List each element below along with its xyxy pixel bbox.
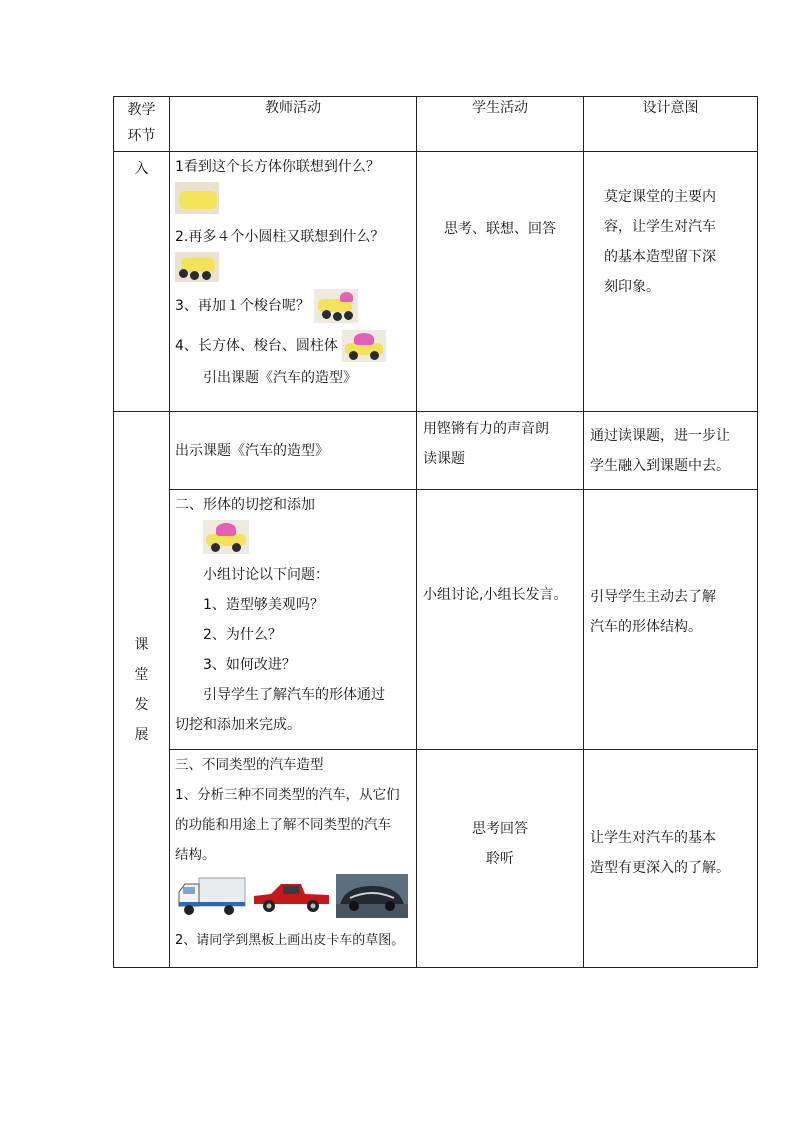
types-design-line-1: 让学生对汽车的基本 (590, 829, 716, 846)
intro-student-cell (417, 152, 584, 412)
title-student-cell (417, 412, 584, 490)
cuboid-frustum-image (314, 289, 358, 323)
header-design: 设计意图 (584, 97, 758, 152)
vehicle-images (175, 874, 416, 926)
shape-design-line-1: 引导学生主动去了解 (590, 588, 716, 605)
intro-stage-cell (114, 152, 170, 412)
header-row (114, 97, 758, 152)
types-line-4: 2、请同学到黑板上画出皮卡车的草图。 (175, 933, 405, 948)
shape-student-cell (417, 490, 584, 750)
shape-row (114, 490, 758, 750)
title-teacher-text: 出示课题《汽车的造型》 (175, 442, 329, 459)
types-student-line-2: 聆听 (486, 850, 514, 867)
intro-q2: 2.再多４个小圆柱又联想到什么？ (175, 229, 385, 245)
develop-stage-char-4: 展 (134, 726, 149, 743)
intro-design-line-3: 的基本造型留下深 (604, 249, 716, 265)
intro-row (114, 152, 758, 412)
intro-topic: 引出课题《汽车的造型》 (203, 370, 357, 386)
shape-teacher-cell (170, 490, 417, 750)
header-teacher: 教师活动 (170, 97, 417, 152)
intro-q3: 3、再加１个梭台呢？ (175, 298, 310, 314)
types-student-cell (417, 750, 584, 968)
truck-image (175, 874, 247, 918)
shape-design-line-2: 汽车的形体结构。 (590, 618, 702, 635)
shape-car-image-row (175, 520, 416, 560)
types-design-cell (584, 750, 758, 968)
lesson-plan-table (113, 96, 758, 968)
intro-q1: 1看到这个长方体你联想到什么？ (175, 159, 380, 175)
intro-design-line-4: 刻印象。 (604, 279, 660, 295)
title-design-line-2: 学生融入到课题中去。 (590, 457, 730, 474)
title-student-line-1: 用铿锵有力的声音朗 (423, 421, 549, 437)
header-stage (114, 97, 170, 152)
types-row (114, 750, 758, 968)
car-model-image (342, 330, 386, 362)
title-design-line-1: 通过读课题，进一步让 (590, 427, 730, 444)
types-heading: 三、不同类型的汽车造型 (175, 757, 324, 773)
types-student-line-1: 思考回答 (472, 820, 528, 837)
title-teacher-cell (170, 412, 417, 490)
header-student: 学生活动 (417, 97, 584, 152)
intro-design-cell (584, 152, 758, 412)
title-design-cell (584, 412, 758, 490)
develop-stage-char-2: 堂 (134, 666, 149, 683)
shape-q3: 3、如何改进？ (203, 657, 296, 673)
develop-stage-cell (114, 412, 170, 968)
shape-guide-2: 切挖和添加来完成。 (175, 717, 301, 733)
intro-q4: 4、长方体、梭台、圆柱体 (175, 338, 338, 354)
shape-student-text: 小组讨论,小组长发言。 (423, 586, 568, 603)
intro-q4-row (175, 326, 410, 366)
shape-q2: 2、为什么？ (203, 627, 282, 643)
shape-q1: 1、造型够美观吗？ (203, 597, 324, 613)
types-design-line-2: 造型有更深入的了解。 (590, 859, 730, 876)
header-stage-line-1: 教学 (127, 102, 156, 118)
header-stage-line-2: 环节 (127, 128, 156, 144)
develop-stage-char-3: 发 (134, 696, 149, 713)
types-line-2: 的功能和用途上了解不同类型的汽车 (175, 817, 391, 833)
intro-design-line-2: 容，让学生对汽车 (604, 219, 716, 235)
cuboid-wheels-image (175, 252, 410, 286)
intro-stage-label: 入 (134, 161, 149, 177)
pickup-image (251, 874, 331, 918)
title-student-line-2: 读课题 (423, 451, 465, 467)
shape-car-image (203, 520, 249, 554)
intro-design-line-1: 莫定课堂的主要内 (604, 189, 716, 205)
intro-teacher-cell (170, 152, 417, 412)
intro-q3-row (175, 286, 410, 326)
types-line-3: 结构。 (175, 847, 216, 863)
develop-stage-char-1: 课 (134, 636, 149, 653)
shape-design-cell (584, 490, 758, 750)
shape-discuss: 小组讨论以下问题： (203, 567, 329, 583)
types-line-1: 1、分析三种不同类型的汽车，从它们 (175, 787, 400, 803)
shape-guide-1: 引导学生了解汽车的形体通过 (203, 687, 385, 703)
title-row (114, 412, 758, 490)
concept-car-image (336, 874, 408, 918)
intro-student-text: 思考、联想、回答 (444, 221, 556, 237)
cuboid-image (175, 182, 410, 218)
shape-heading: 二、形体的切挖和添加 (175, 497, 315, 513)
types-teacher-cell (170, 750, 417, 968)
